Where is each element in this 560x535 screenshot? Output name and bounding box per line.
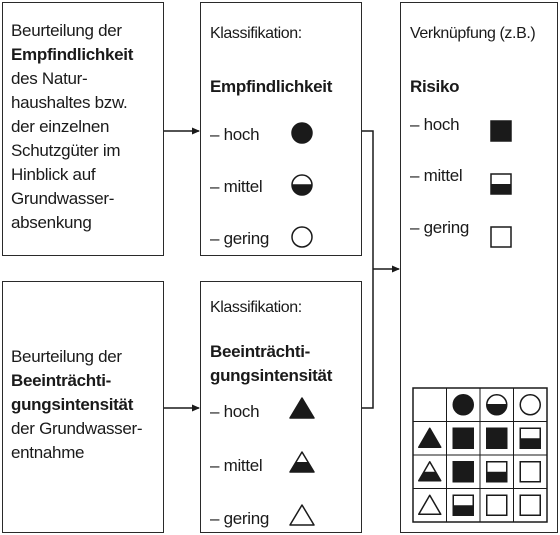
bracket-to-link	[361, 131, 373, 408]
impairment-line-2: Beeinträchti-	[11, 371, 112, 390]
class-sensitivity-high-label: – hoch	[210, 125, 260, 144]
square-filled-icon	[489, 119, 513, 143]
sensitivity-line-4: haushaltes bzw.	[11, 93, 128, 112]
class-impairment-low-label: – gering	[210, 509, 270, 528]
sensitivity-line-8: Grundwasser-	[11, 189, 115, 208]
matrix-header-circle-empty-icon	[520, 395, 540, 415]
square-empty-icon	[489, 225, 513, 249]
class-impairment-heading-2: gungsintensität	[210, 366, 333, 385]
matrix-cell-r2-c3-square-empty-icon	[520, 462, 540, 482]
link-low-label: – gering	[410, 218, 470, 237]
sensitivity-line-2: Empfindlichkeit	[11, 45, 134, 64]
matrix-cell-r2-c1-square-filled-icon	[453, 462, 473, 482]
impairment-line-4: der Grundwasser-	[11, 419, 143, 438]
circle-empty-icon	[290, 225, 314, 249]
triangle-partly-filled-icon	[288, 450, 316, 474]
box-classification-impairment	[200, 281, 362, 533]
class-sensitivity-low-label: – gering	[210, 229, 270, 248]
box-classification-sensitivity	[200, 2, 362, 256]
link-heading: Risiko	[410, 77, 460, 96]
matrix-cell-r3-c2-square-empty-icon	[487, 495, 507, 515]
link-title: Verknüpfung (z.B.)	[410, 25, 536, 42]
box-risk-linkage	[400, 2, 558, 533]
sensitivity-line-5: der einzelnen	[11, 117, 110, 136]
circle-filled-icon	[290, 121, 314, 145]
impairment-line-5: entnahme	[11, 443, 85, 462]
class-sensitivity-heading: Empfindlichkeit	[210, 77, 333, 96]
link-high-label: – hoch	[410, 115, 460, 134]
matrix-header-circle-filled-icon	[453, 395, 473, 415]
box-sensitivity-assessment	[2, 2, 164, 256]
sensitivity-line-1: Beurteilung der	[11, 21, 122, 40]
sensitivity-line-7: Hinblick auf	[11, 165, 96, 184]
class-impairment-medium-label: – mittel	[210, 456, 263, 475]
class-impairment-high-label: – hoch	[210, 402, 260, 421]
sensitivity-line-3: des Natur-	[11, 69, 88, 88]
risk-matrix	[412, 387, 548, 523]
matrix-cell-r3-c3-square-empty-icon	[520, 495, 540, 515]
square-half-filled-icon	[489, 172, 513, 196]
sensitivity-line-9: absenkung	[11, 213, 92, 232]
class-impairment-heading-1: Beeinträchti-	[210, 342, 311, 361]
triangle-empty-icon	[288, 503, 316, 527]
matrix-cell-r1-c1-square-filled-icon	[453, 428, 473, 448]
matrix-cell-r1-c2-square-filled-icon	[487, 428, 507, 448]
class-sensitivity-medium-label: – mittel	[210, 177, 263, 196]
box-impairment-assessment	[2, 281, 164, 533]
impairment-line-3: gungsintensität	[11, 395, 134, 414]
link-medium-label: – mittel	[410, 166, 463, 185]
circle-half-filled-icon	[290, 173, 314, 197]
class-impairment-title: Klassifikation:	[210, 299, 302, 316]
sensitivity-line-6: Schutzgüter im	[11, 141, 121, 160]
impairment-line-1: Beurteilung der	[11, 347, 122, 366]
class-sensitivity-title: Klassifikation:	[210, 25, 302, 42]
triangle-filled-icon	[288, 396, 316, 420]
